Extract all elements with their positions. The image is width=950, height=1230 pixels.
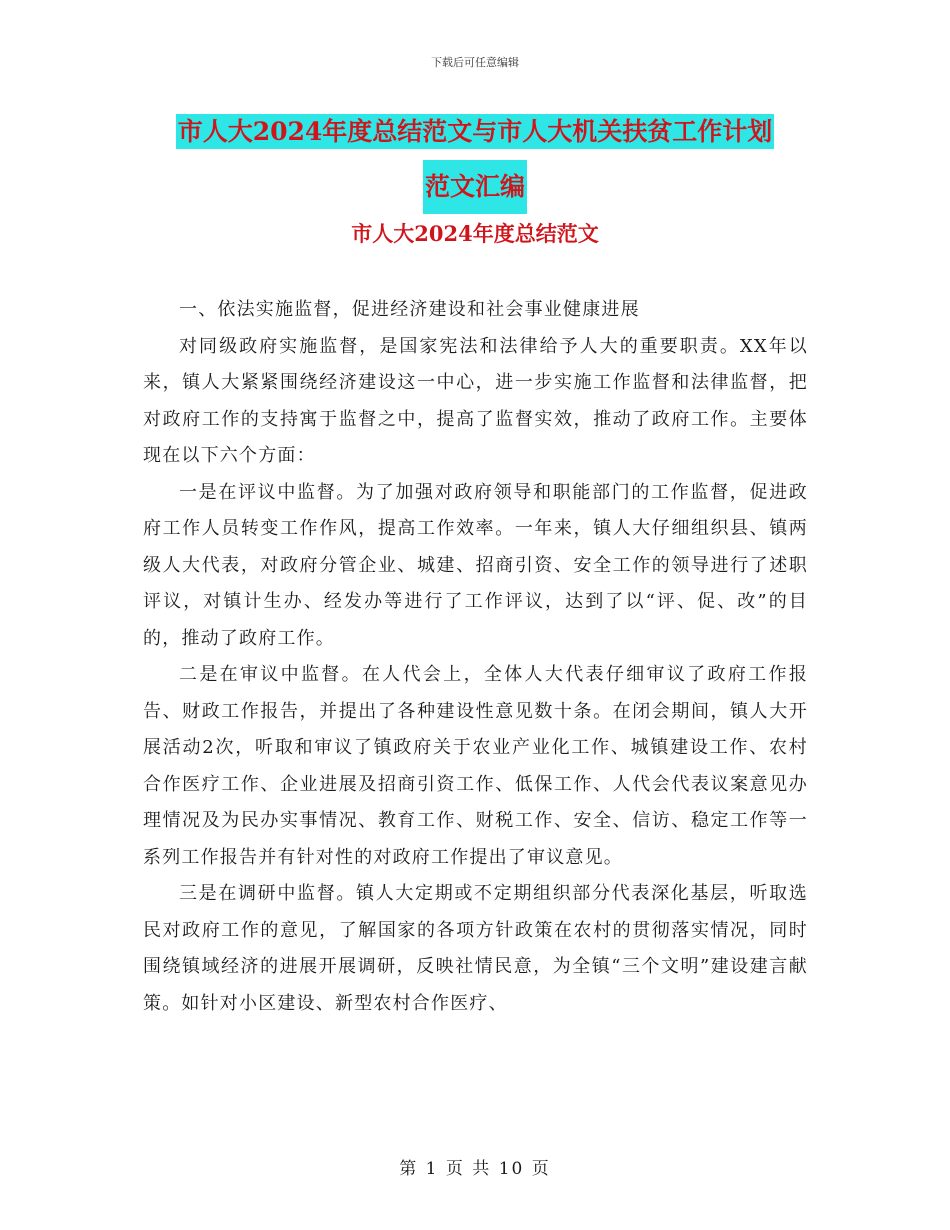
paragraph: 二是在审议中监督。在人代会上，全体人大代表仔细审议了政府工作报告、财政工作报告，并提出了各种建设性意见数十条。在闭会期间，镇人大开展活动2次，听取和审议了镇政府关于农业产业化工作、城镇建设工作、农村合作医疗工作、企业进展及招商引资工作、低保工作、人代会代表议案意见办理情况及为民办实事情况、教育工作、财税工作、安全、信访、稳定工作等一系列工作报告并有针对性的对政府工作提出了审议意见。: [143, 664, 808, 868]
paragraph: 一是在评议中监督。为了加强对政府领导和职能部门的工作监督，促进政府工作人员转变工作作风，提高工作效率。一年来，镇人大仔细组织县、镇两级人大代表，对政府分管企业、城建、招商引资、安全工作的领导进行了述职评议，对镇计生办、经发办等进行了工作评议，达到了以“评、促、改”的目的，推动了政府工作。: [143, 481, 808, 649]
document-title: [140, 108, 810, 214]
paragraph: 三是在调研中监督。镇人大定期或不定期组织部分代表深化基层，听取选民对政府工作的意见，了解国家的各项方针政策在农村的贯彻落实情况，同时围绕镇域经济的进展开展调研，反映社情民意，为全镇“三个文明”建设建言献策。如针对小区建设、新型农村合作医疗、: [143, 883, 808, 1014]
paragraph: 对同级政府实施监督，是国家宪法和法律给予人大的重要职责。XX年以来，镇人大紧紧围绕经济建设这一中心，进一步实施工作监督和法律监督，把对政府工作的支持寓于监督之中，提高了监督实效，推动了政府工作。主要体现在以下六个方面：: [143, 335, 808, 466]
header-note: 下载后可任意编辑: [431, 56, 519, 69]
document-title-line-1: 市人大2024年度总结范文与市人大机关扶贫工作计划: [176, 114, 775, 149]
page-number: 第 1 页 共 10 页: [399, 1159, 551, 1179]
document-title-line-2: 范文汇编: [423, 160, 527, 214]
paragraph-heading: 一、依法实施监督，促进经济建设和社会事业健康进展: [179, 299, 640, 320]
section-title: 市人大2024年度总结范文: [351, 221, 599, 246]
document-body: [143, 292, 808, 1022]
